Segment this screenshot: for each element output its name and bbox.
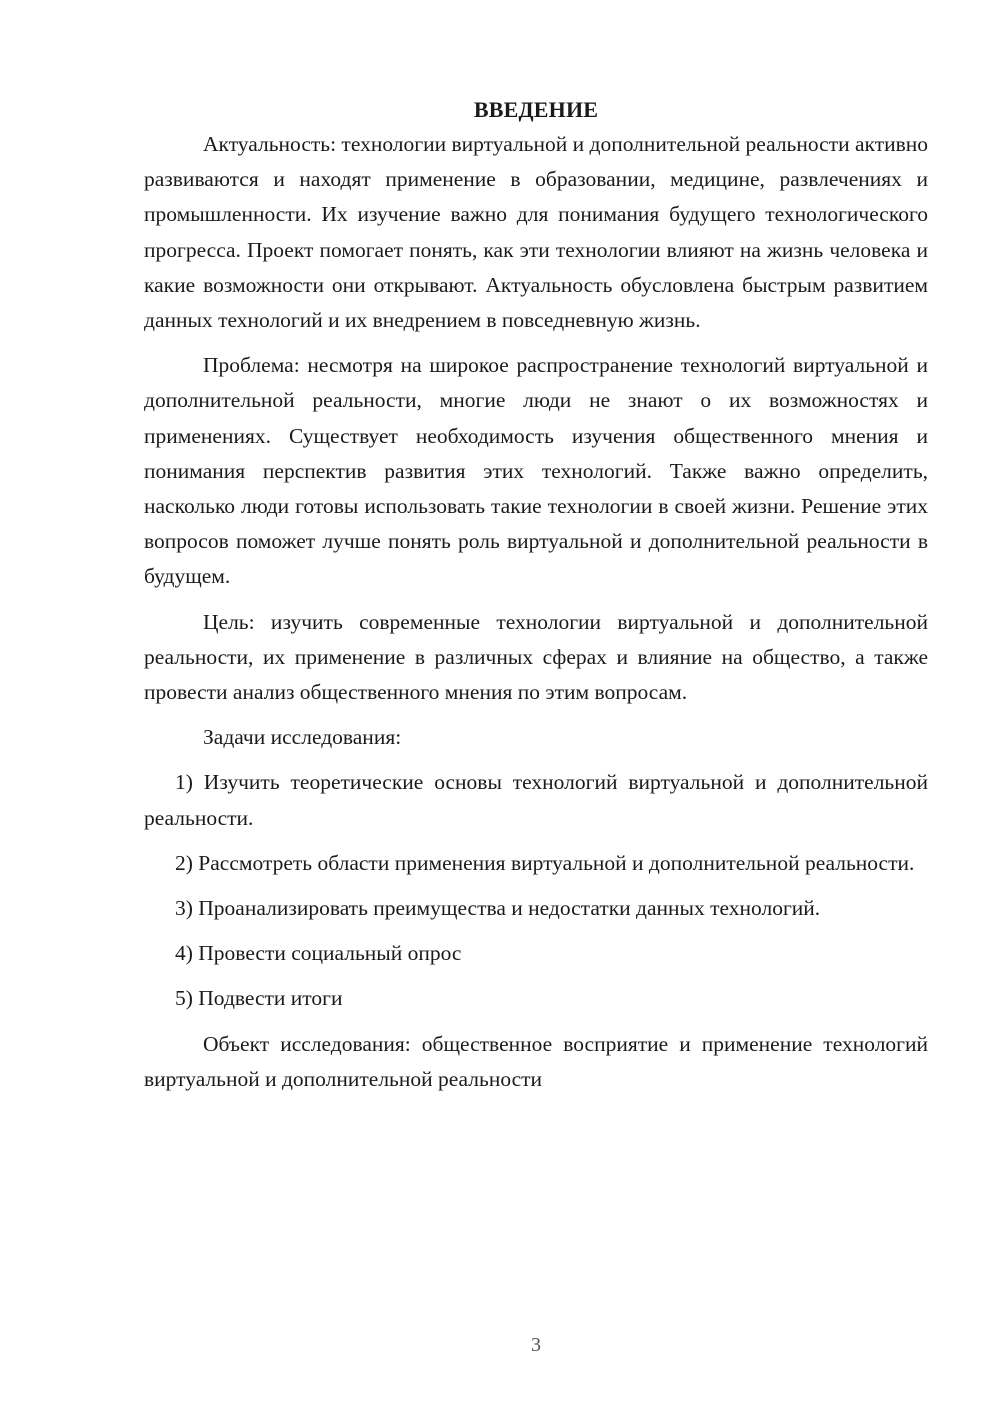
section-title: ВВЕДЕНИЕ <box>473 97 599 122</box>
document-page <box>144 92 928 1107</box>
task-item-5: 5) Подвести итоги <box>175 986 343 1011</box>
task-item-1: 1) Изучить теоретические основы технологий виртуальной и дополнительной реальности. <box>144 770 928 830</box>
relevance-paragraph: Актуальность: технологии виртуальной и дополнительной реальности активно развиваются и находят применение в образовании, медицине, развлечениях и промышленности. Их изучение важно для понимания будущего технологического прогресса. Проект помогает понять, как эти технологии влияют на жизнь человека и какие возможности они открывают. Актуальность обусловлена быстрым развитием данных технологий и их внедрением в повседневную жизнь. <box>144 132 928 333</box>
object-paragraph: Объект исследования: общественное восприятие и применение технологий виртуальной и дополнительной реальности <box>144 1031 928 1091</box>
problem-paragraph: Проблема: несмотря на широкое распространение технологий виртуальной и дополнительной реальности, многие люди не знают о их возможностях и применениях. Существует необходимость изучения общественного мнения и понимания перспектив развития этих технологий. Также важно определить, насколько люди готовы использовать такие технологии в своей жизни. Решение этих вопросов поможет лучше понять роль виртуальной и дополнительной реальности в будущем. <box>144 353 928 589</box>
page-number: 3 <box>531 1334 541 1356</box>
goal-paragraph: Цель: изучить современные технологии виртуальной и дополнительной реальности, их применение в различных сферах и влияние на общество, а также провести анализ общественного мнения по этим вопросам. <box>144 609 928 705</box>
task-item-4: 4) Провести социальный опрос <box>175 941 462 966</box>
task-item-3: 3) Проанализировать преимущества и недостатки данных технологий. <box>175 896 821 921</box>
task-item-2: 2) Рассмотреть области применения виртуальной и дополнительной реальности. <box>175 850 915 875</box>
tasks-label: Задачи исследования: <box>203 725 402 750</box>
